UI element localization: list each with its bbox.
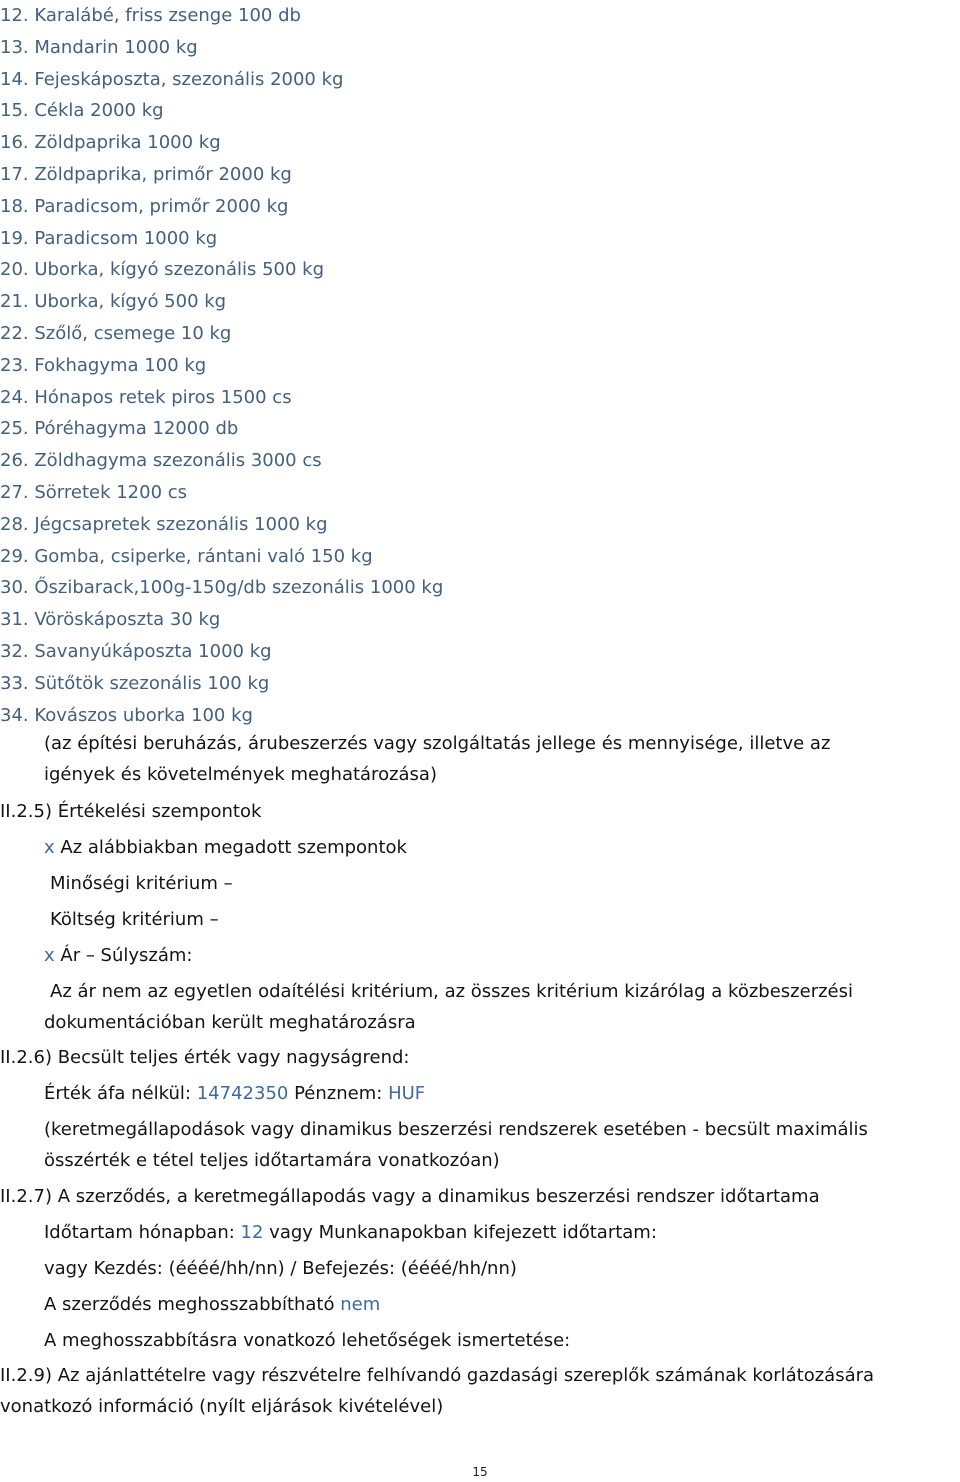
list-item: 26. Zöldhagyma szezonális 3000 cs [0, 450, 322, 472]
extension-row [44, 1289, 380, 1320]
list-item: 17. Zöldpaprika, primőr 2000 kg [0, 163, 292, 185]
option-label: Az alábbiakban megadott szempontok [60, 837, 407, 858]
section-heading-evaluation: II.2.5) Értékelési szempontok [0, 801, 262, 822]
list-item: 33. Sütőtök szezonális 100 kg [0, 672, 270, 694]
list-item: 28. Jégcsapretek szezonális 1000 kg [0, 513, 328, 535]
list-item: 30. Őszibarack,100g-150g/db szezonális 1000 kg [0, 577, 444, 599]
description-note-line: (az építési beruházás, árubeszerzés vagy szolgáltatás jellege és mennyisége, illetve az [44, 733, 831, 754]
description-note-line: igények és követelmények meghatározása) [44, 764, 437, 785]
cost-criterion: Költség kritérium – [50, 909, 219, 930]
section-heading-duration: II.2.7) A szerződés, a keretmegállapodás vagy a dinamikus beszerzési rendszer időtartama [0, 1186, 820, 1207]
value-amount: 14742350 [196, 1083, 289, 1104]
evaluation-note-line: Az ár nem az egyetlen odaítélési kritérium, az összes kritérium kizárólag a közbeszerzési [50, 981, 853, 1002]
item-list [0, 0, 443, 731]
page-number: 15 [472, 1465, 488, 1479]
list-item: 29. Gomba, csiperke, rántani való 150 kg [0, 545, 373, 567]
list-item: 27. Sörretek 1200 cs [0, 481, 188, 503]
section-heading-value: II.2.6) Becsült teljes érték vagy nagyságrend: [0, 1047, 410, 1068]
list-item: 18. Paradicsom, primőr 2000 kg [0, 195, 289, 217]
dates-row: vagy Kezdés: (éééé/hh/nn) / Befejezés: (éééé/hh/nn) [44, 1258, 517, 1279]
description-note [44, 728, 830, 790]
list-item: 31. Vöröskáposzta 30 kg [0, 609, 221, 631]
months-label: Időtartam hónapban: [44, 1222, 235, 1243]
list-item: 21. Uborka, kígyó 500 kg [0, 291, 227, 313]
list-item: 20. Uborka, kígyó szezonális 500 kg [0, 259, 325, 281]
extension-label: A szerződés meghosszabbítható [44, 1294, 335, 1315]
list-item: 22. Szőlő, csemege 10 kg [0, 322, 232, 344]
list-item: 15. Cékla 2000 kg [0, 100, 164, 122]
evaluation-note-line: dokumentációban került meghatározásra [44, 1012, 416, 1033]
value-note-line: összérték e tétel teljes időtartamára vonatkozóan) [44, 1150, 500, 1171]
limitation-line: II.2.9) Az ajánlattételre vagy részvételre felhívandó gazdasági szereplők számának korlátozására [0, 1365, 875, 1386]
evaluation-option-criteria [44, 832, 407, 863]
list-item: 32. Savanyúkáposzta 1000 kg [0, 640, 272, 662]
currency-value: HUF [388, 1083, 426, 1104]
value-note-line: (keretmegállapodások vagy dinamikus beszerzési rendszerek esetében - becsült maximális [44, 1119, 868, 1140]
limitation-line: vonatkozó információ (nyílt eljárások kivételével) [0, 1396, 444, 1417]
list-item: 14. Fejeskáposzta, szezonális 2000 kg [0, 68, 344, 90]
quality-criterion: Minőségi kritérium – [50, 873, 233, 894]
list-item: 23. Fokhagyma 100 kg [0, 354, 207, 376]
list-item: 16. Zöldpaprika 1000 kg [0, 132, 221, 154]
days-label: vagy Munkanapokban kifejezett időtartam: [269, 1222, 657, 1243]
checkbox-mark: x [44, 837, 55, 858]
estimated-value-row [44, 1078, 425, 1109]
list-item: 25. Póréhagyma 12000 db [0, 418, 239, 440]
extension-value: nem [340, 1294, 381, 1315]
list-item: 12. Karalábé, friss zsenge 100 db [0, 5, 301, 26]
list-item: 19. Paradicsom 1000 kg [0, 227, 218, 249]
extension-description: A meghosszabbításra vonatkozó lehetőségek ismertetése: [44, 1330, 571, 1351]
price-criterion [44, 940, 193, 971]
duration-row [44, 1217, 657, 1248]
months-value: 12 [240, 1222, 264, 1243]
value-label: Érték áfa nélkül: [44, 1083, 191, 1104]
evaluation-note [44, 976, 853, 1038]
value-note [44, 1114, 868, 1176]
list-item: 13. Mandarin 1000 kg [0, 36, 198, 58]
checkbox-mark: x [44, 945, 55, 966]
list-item: 34. Kovászos uborka 100 kg [0, 704, 253, 726]
currency-label: Pénznem: [294, 1083, 383, 1104]
price-label: Ár – Súlyszám: [60, 945, 193, 966]
section-heading-limitation [0, 1360, 874, 1422]
list-item: 24. Hónapos retek piros 1500 cs [0, 386, 292, 408]
